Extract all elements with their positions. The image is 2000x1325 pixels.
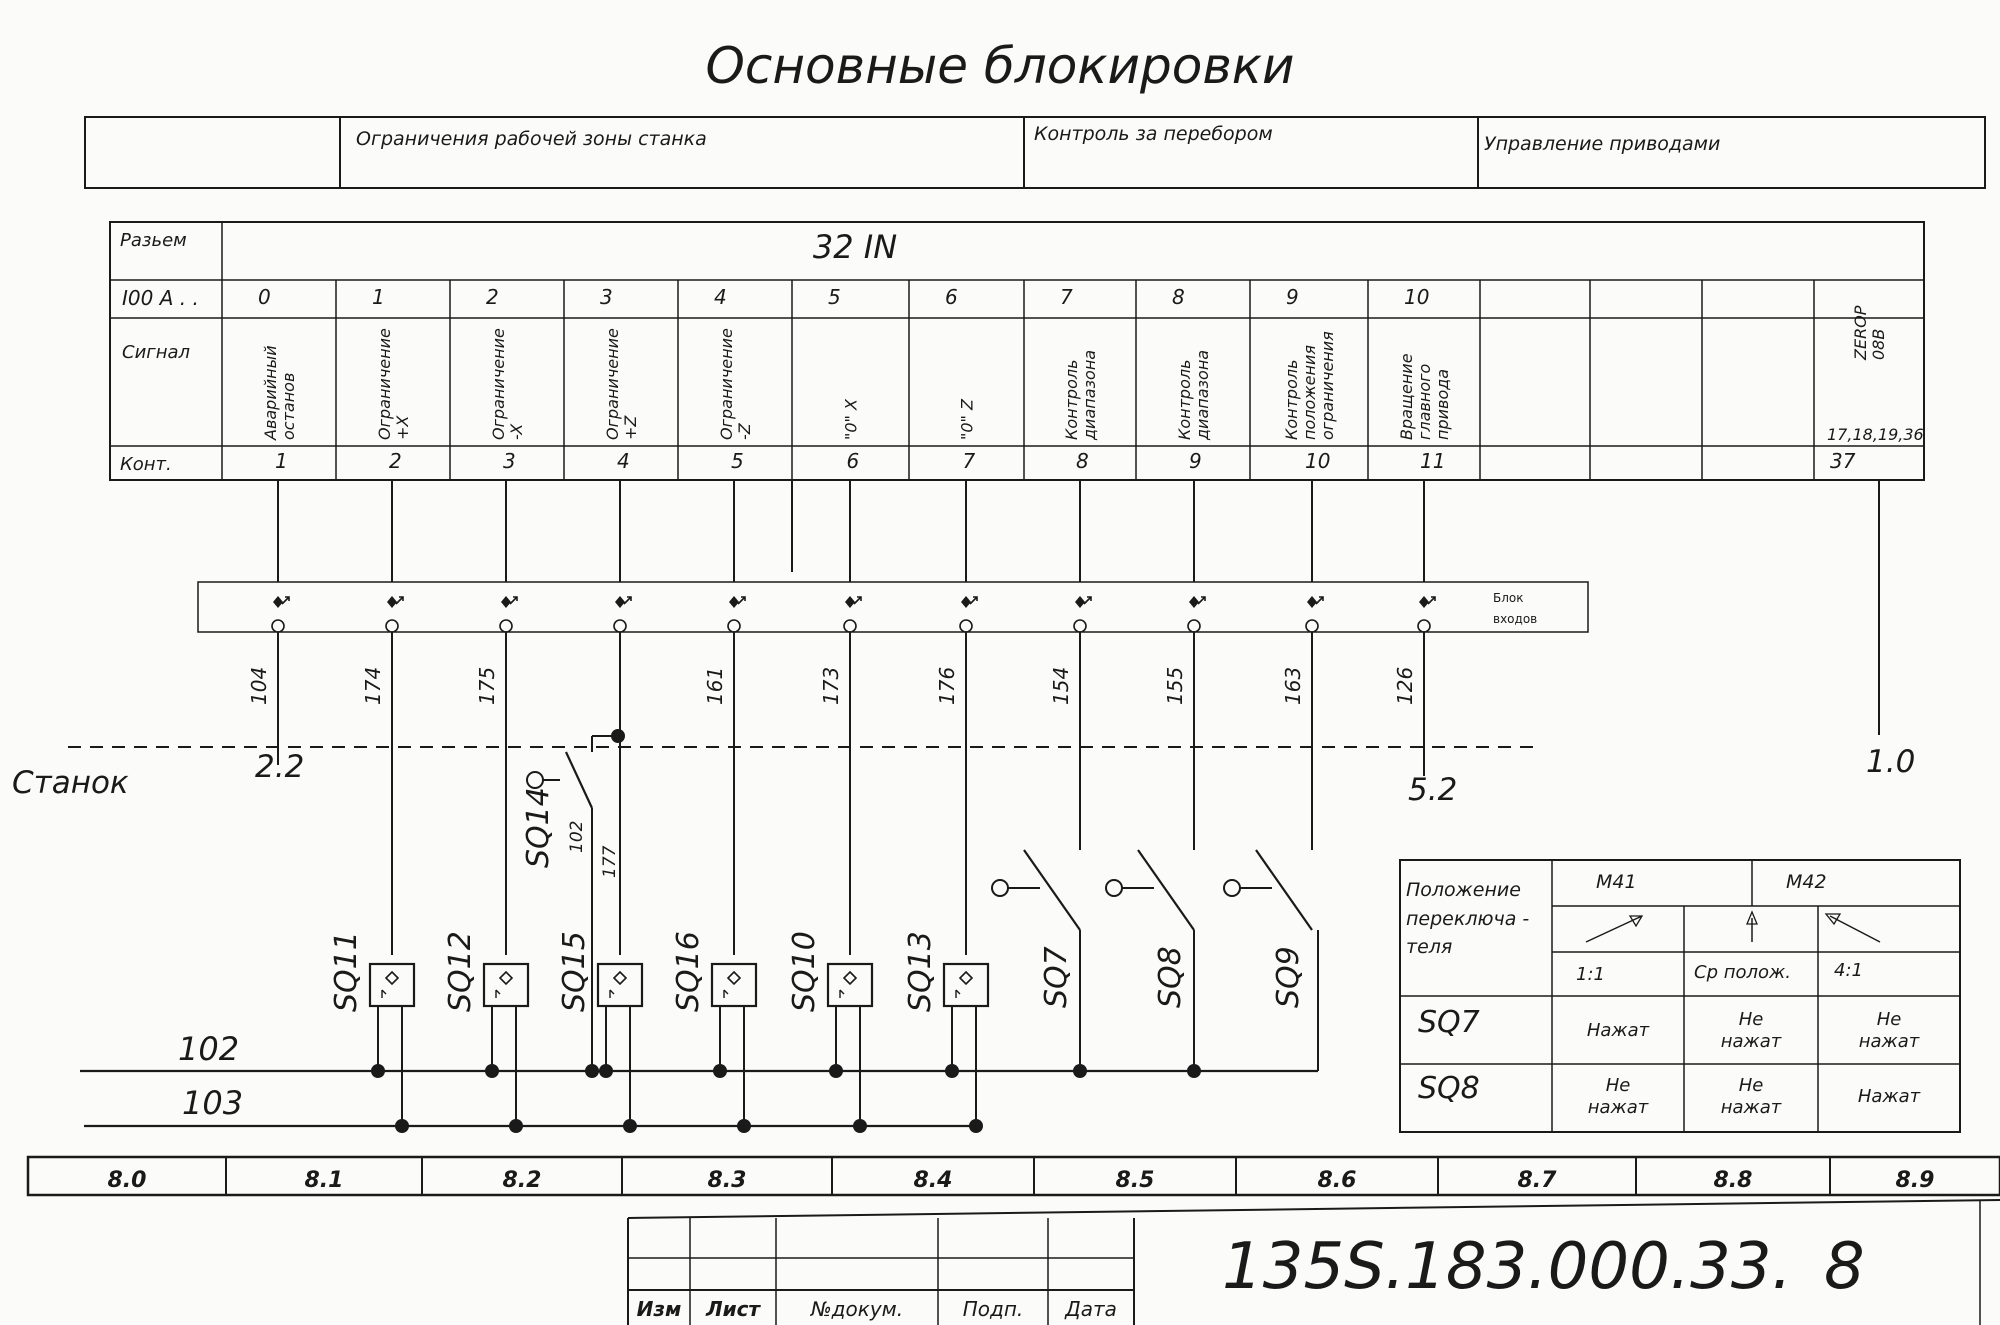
machine-label: Станок	[12, 765, 129, 801]
switch-state: Нажат	[1586, 1020, 1650, 1041]
signal-text: привода	[1433, 368, 1452, 440]
address-cell: 2	[486, 285, 499, 309]
wire-number: 173	[819, 666, 843, 705]
signal-text: Ограничение	[375, 328, 394, 440]
zone-label: 8.1	[304, 1168, 344, 1193]
contact-cell: 10	[1305, 449, 1331, 473]
contact-cell: 3	[503, 449, 516, 473]
switch-state: нажат	[1858, 1031, 1920, 1052]
switch-state: нажат	[1720, 1031, 1782, 1052]
wire-number: 154	[1049, 666, 1073, 705]
stamp-date: Дата	[1065, 1297, 1117, 1321]
contact-cell: 2	[389, 449, 402, 473]
signal-text: ограничения	[1318, 331, 1337, 440]
zone-label: 8.8	[1713, 1168, 1753, 1193]
motor-m42: М42	[1786, 871, 1827, 893]
sensor-label: SQ13	[903, 931, 938, 1012]
signal-text: Контроль	[1282, 359, 1301, 440]
signal-text: "0" Z	[957, 399, 977, 440]
wire-number: 161	[703, 666, 727, 705]
address-cell: 4	[714, 285, 727, 309]
sq14-wire-102: 102	[567, 820, 587, 853]
signal-text: Ограничение	[717, 328, 736, 440]
zone-label: 8.7	[1517, 1168, 1557, 1193]
signal-text: Аварийный	[261, 345, 280, 440]
input-block-label-2: входов	[1493, 612, 1538, 626]
bus-103-label: 103	[182, 1084, 244, 1122]
address-cell: 6	[945, 285, 958, 309]
contact-cell: 5	[731, 449, 744, 473]
contact-cell: 9	[1189, 449, 1202, 473]
wire-number: 126	[1393, 666, 1417, 705]
signal-text: +Z	[621, 415, 640, 440]
signal-row-label: Сигнал	[122, 342, 191, 363]
contact-cell: 8	[1076, 449, 1089, 473]
address-cell: 0	[258, 285, 271, 309]
header-section-work-zone: Ограничения рабочей зоны станка	[356, 128, 707, 150]
signal-text: Ограничение	[489, 328, 508, 440]
sensor-label: SQ15	[557, 931, 592, 1012]
stamp-list: Лист	[705, 1297, 761, 1321]
zone-label: 8.9	[1895, 1168, 1935, 1193]
switch-state: нажат	[1720, 1097, 1782, 1118]
switch-table-header-2: переключа -	[1406, 908, 1530, 930]
signal-text: +X	[393, 415, 412, 440]
signal-text: положения	[1300, 344, 1319, 440]
wire-number: 175	[475, 666, 499, 705]
ref-mid: 5.2	[1408, 772, 1458, 808]
switch-label: SQ9	[1271, 946, 1306, 1008]
contact-cell: 4	[617, 449, 630, 473]
switch-row-name: SQ7	[1418, 1005, 1480, 1040]
connector-row-label: Разьем	[120, 230, 187, 251]
contact-extra: 17,18,19,36	[1827, 425, 1924, 444]
contact-cell: 6	[846, 449, 860, 473]
position-4-1: 4:1	[1834, 960, 1863, 981]
bus-102-label: 102	[178, 1030, 240, 1068]
sheet-title: Основные блокировки	[705, 37, 1295, 95]
contact-cell: 1	[275, 449, 288, 473]
switch-table-header-1: Положение	[1406, 879, 1521, 901]
address-cell: 3	[600, 285, 613, 309]
contact-cell: 7	[962, 449, 976, 473]
header-section-drives: Управление приводами	[1484, 133, 1721, 155]
stamp-sign: Подп.	[962, 1297, 1024, 1321]
zone-label: 8.2	[502, 1168, 542, 1193]
address-cell: 10	[1404, 285, 1430, 309]
address-cell: 5	[828, 285, 841, 309]
signal-text: Вращение	[1397, 353, 1416, 440]
signal-text: "0" X	[841, 399, 861, 440]
switch-label: SQ7	[1039, 946, 1074, 1008]
switch-state: Не	[1605, 1075, 1631, 1096]
signal-text: Контроль	[1175, 359, 1194, 440]
contact-row-label: Конт.	[120, 454, 172, 475]
switch-state: Нажат	[1857, 1086, 1921, 1107]
address-cell: 9	[1286, 285, 1299, 309]
zone-label: 8.0	[107, 1168, 147, 1193]
wire-number: 176	[935, 666, 959, 705]
position-mid: Ср полож.	[1694, 962, 1791, 983]
connector-name: 32 IN	[812, 228, 898, 266]
sq14-label: SQ14	[521, 787, 556, 868]
stamp-izm: Изм	[636, 1297, 682, 1321]
address-row-label: I00 A . .	[122, 286, 199, 310]
switch-state: Не	[1738, 1009, 1764, 1030]
switch-state: Не	[1876, 1009, 1902, 1030]
address-cell: 8	[1172, 285, 1185, 309]
signal-text: Ограничение	[603, 328, 622, 440]
signal-text: ZERОР	[1851, 305, 1870, 360]
switch-table-header-3: теля	[1406, 936, 1453, 958]
signal-text: диапазона	[1193, 349, 1212, 440]
address-cell: 7	[1060, 285, 1073, 309]
motor-m41: М41	[1596, 871, 1637, 893]
header-section-overrun: Контроль за перебором	[1034, 123, 1273, 145]
switch-state: Не	[1738, 1075, 1764, 1096]
position-1-1: 1:1	[1576, 964, 1605, 985]
wire-number: 163	[1281, 666, 1305, 705]
document-designation: 135S.183.000.33.	[1222, 1230, 1792, 1304]
sensor-label: SQ11	[329, 931, 364, 1012]
ref-left: 2.2	[255, 749, 305, 785]
signal-text: -X	[507, 423, 526, 440]
contact-cell: 37	[1830, 449, 1856, 473]
zone-label: 8.5	[1115, 1168, 1155, 1193]
wire-number: 104	[247, 666, 271, 705]
sensor-label: SQ12	[443, 931, 478, 1012]
stamp-doc: №докум.	[810, 1297, 904, 1321]
signal-text: 08В	[1869, 328, 1888, 360]
signal-text: -Z	[735, 423, 754, 440]
sensor-label: SQ16	[671, 931, 706, 1012]
switch-label: SQ8	[1153, 946, 1188, 1008]
signal-text: диапазона	[1080, 349, 1099, 440]
switch-row-name: SQ8	[1418, 1071, 1480, 1106]
signal-text: останов	[279, 372, 298, 440]
input-block-label-1: Блок	[1493, 591, 1524, 605]
address-cell: 1	[372, 285, 385, 309]
zone-label: 8.4	[913, 1168, 953, 1193]
sensor-label: SQ10	[787, 931, 822, 1012]
signal-text: Контроль	[1062, 359, 1081, 440]
document-sheet: 8	[1824, 1230, 1865, 1304]
ref-right: 1.0	[1866, 744, 1916, 780]
zone-label: 8.3	[707, 1168, 747, 1193]
sq14-wire-177: 177	[600, 845, 620, 878]
switch-state: нажат	[1587, 1097, 1649, 1118]
zone-label: 8.6	[1317, 1168, 1357, 1193]
signal-text: главного	[1415, 363, 1434, 440]
contact-cell: 11	[1420, 449, 1446, 473]
wire-number: 174	[361, 666, 385, 705]
wire-number: 155	[1163, 666, 1187, 705]
